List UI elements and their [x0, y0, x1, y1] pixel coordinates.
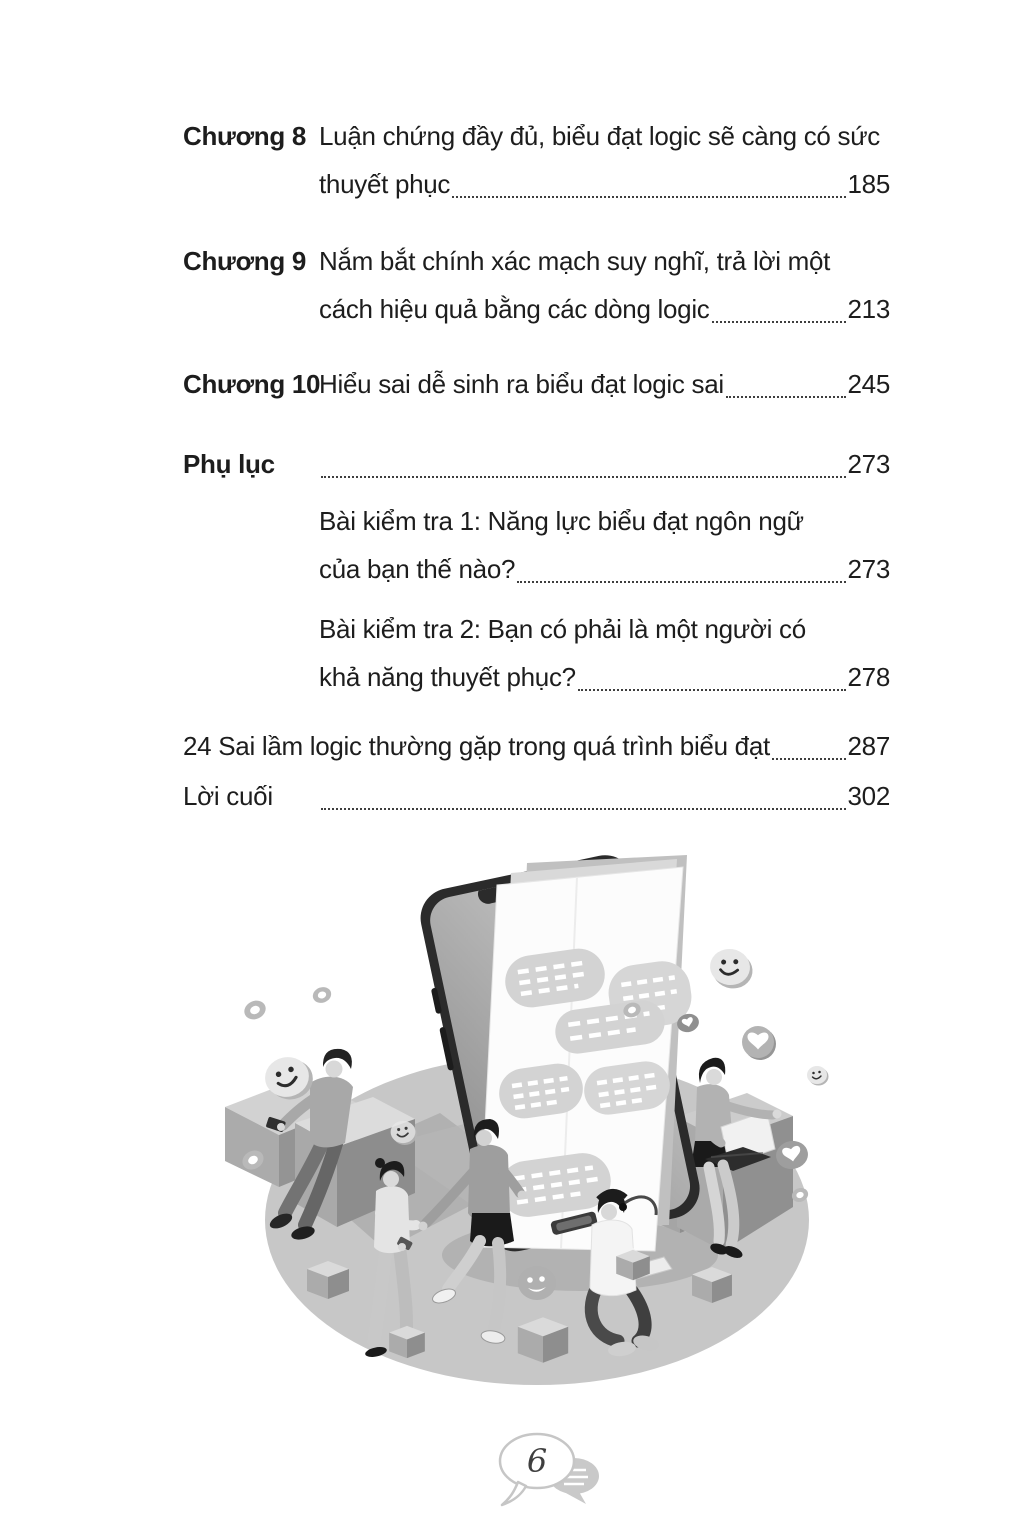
page-number: 245: [847, 369, 890, 399]
smiley-emoji-icon: [807, 1066, 829, 1086]
page-number: 273: [847, 449, 890, 479]
chapter-title-line: thuyết phục: [319, 169, 451, 199]
footer-page-number: 6: [526, 1442, 548, 1480]
heart-like-icon: [742, 1026, 776, 1060]
chapter-title-line: Nắm bắt chính xác mạch suy nghĩ, trả lời một: [319, 246, 831, 276]
chapter-label: Chương 10: [183, 369, 321, 399]
toc-entry-24-fallacies: [183, 722, 890, 770]
dot-leader: [726, 396, 846, 398]
dot-leader: [772, 758, 846, 760]
smiley-emoji-icon: [518, 1266, 556, 1300]
dot-leader: [321, 476, 846, 478]
dot-leader: [321, 808, 846, 810]
smartphone-chat-illustration: [225, 855, 840, 1415]
dot-leader: [712, 321, 846, 323]
empty-label: [183, 605, 319, 701]
toc-entry-test-1: [183, 497, 890, 593]
page-number: 287: [847, 731, 890, 761]
toc-entry-chapter-8: [183, 112, 890, 208]
page-number: 185: [847, 169, 890, 199]
section-label: Lời cuối: [183, 781, 273, 811]
dot-leader: [517, 581, 845, 583]
page-number: 273: [847, 554, 890, 584]
page-number: 278: [847, 662, 890, 692]
table-of-contents: [183, 112, 890, 820]
ring-icon: [311, 985, 334, 1006]
chapter-title-line: cách hiệu quả bằng các dòng logic: [319, 294, 710, 324]
chapter-label: Chương 8: [183, 121, 307, 151]
dot-leader: [452, 196, 845, 198]
ring-icon: [241, 997, 269, 1023]
speech-bubble-icon: [500, 1434, 599, 1505]
empty-label: [183, 497, 319, 593]
chapter-title-line: Hiểu sai dễ sinh ra biểu đạt logic sai: [319, 369, 724, 399]
entry-title-line: Bài kiểm tra 1: Năng lực biểu đạt ngôn ngữ: [319, 506, 804, 536]
toc-entry-chapter-10: [183, 360, 890, 408]
entry-title-line: của bạn thế nào?: [319, 554, 516, 584]
toc-entry-appendix: [183, 440, 890, 488]
smiley-emoji-icon: [707, 946, 755, 991]
chapter-title-line: Luận chứng đầy đủ, biểu đạt logic sẽ càng có sức: [319, 121, 881, 151]
footer-page-bubble: [492, 1428, 622, 1518]
page-number: 213: [847, 294, 890, 324]
toc-entry-test-2: [183, 605, 890, 701]
chapter-label: Chương 9: [183, 246, 307, 276]
toc-entry-chapter-9: [183, 237, 890, 333]
entry-title-line: Bài kiểm tra 2: Bạn có phải là một người có: [319, 614, 806, 644]
page-number: 302: [847, 781, 890, 811]
dot-leader: [578, 689, 846, 691]
section-label: Phụ lục: [183, 449, 275, 479]
entry-title-line: khả năng thuyết phục?: [319, 662, 576, 692]
entry-title-line: 24 Sai lầm logic thường gặp trong quá trình biểu đạt: [183, 731, 770, 761]
toc-entry-epilogue: [183, 772, 890, 820]
